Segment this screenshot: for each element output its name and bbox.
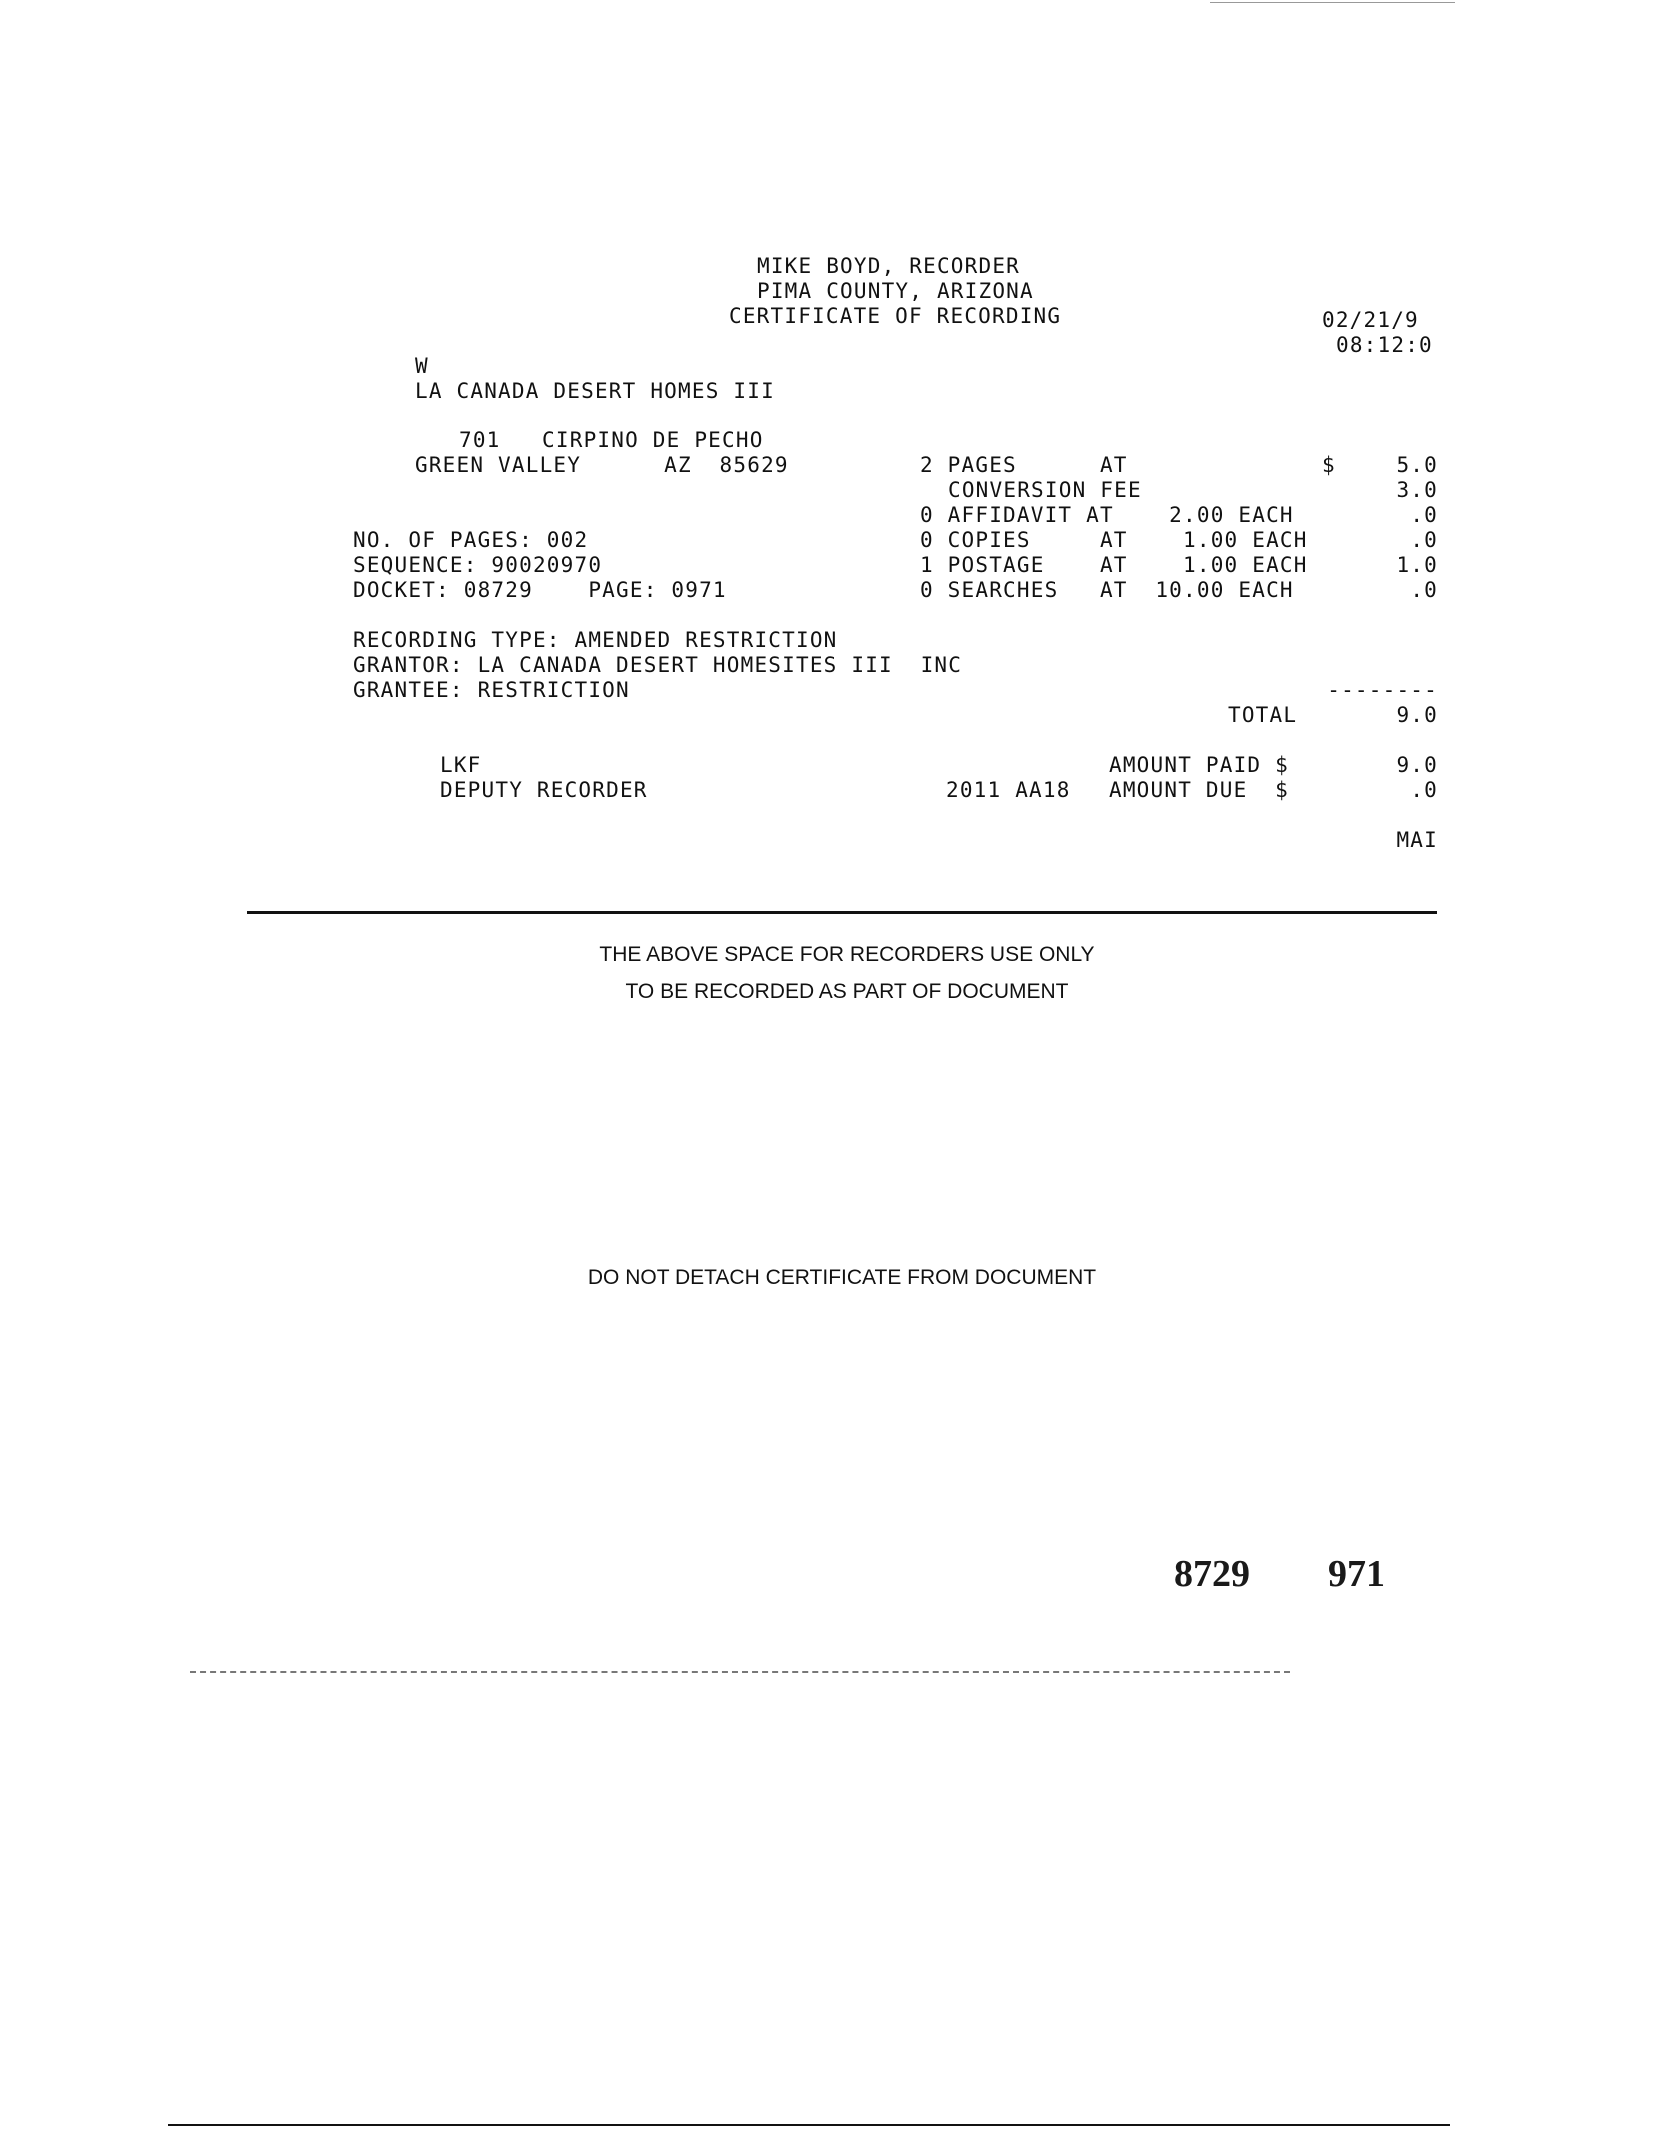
total-amount: 9.0 — [1396, 703, 1438, 727]
page-top-mark — [1210, 2, 1455, 3]
scan-artifact-line — [190, 1671, 1290, 1673]
addressee-city: GREEN VALLEY AZ 85629 — [415, 453, 789, 477]
sequence-number: SEQUENCE: 90020970 — [353, 553, 603, 577]
grantor: GRANTOR: LA CANADA DESERT HOMESITES III INC — [353, 653, 963, 677]
record-as-part-notice: TO BE RECORDED AS PART OF DOCUMENT — [625, 980, 1069, 1003]
total-label: TOTAL — [1228, 703, 1298, 727]
amount-paid-label: AMOUNT PAID $ — [1109, 753, 1289, 777]
recording-date: 02/21/9 — [1322, 308, 1419, 332]
fee-affidavit-amount: .0 — [1410, 503, 1438, 527]
total-rule: -------- — [1327, 678, 1438, 702]
fee-pages-label: 2 PAGES AT — [920, 453, 1128, 477]
amount-due: .0 — [1410, 778, 1438, 802]
grantee: GRANTEE: RESTRICTION — [353, 678, 630, 702]
fee-copies-amount: .0 — [1410, 528, 1438, 552]
num-pages: NO. OF PAGES: 002 — [353, 528, 589, 552]
fee-postage-label: 1 POSTAGE AT 1.00 EACH — [920, 553, 1308, 577]
deputy-title: DEPUTY RECORDER — [440, 778, 648, 802]
docket-page: DOCKET: 08729 PAGE: 0971 — [353, 578, 727, 602]
fee-affidavit-label: 0 AFFIDAVIT AT 2.00 EACH — [920, 503, 1294, 527]
certificate-title: CERTIFICATE OF RECORDING — [729, 304, 1062, 328]
amount-paid: 9.0 — [1396, 753, 1438, 777]
fee-pages-amount: 5.0 — [1396, 453, 1438, 477]
do-not-detach-notice: DO NOT DETACH CERTIFICATE FROM DOCUMENT — [587, 1266, 1097, 1289]
addressee-street: 701 CIRPINO DE PECHO — [459, 428, 764, 452]
deputy-initials: LKF — [440, 753, 482, 777]
page-bottom-rule — [168, 2124, 1450, 2126]
recorder-name: MIKE BOYD, RECORDER — [757, 254, 1021, 278]
fee-conversion-amount: 3.0 — [1396, 478, 1438, 502]
fee-postage-amount: 1.0 — [1396, 553, 1438, 577]
stamp-docket: 8729 — [1174, 1553, 1250, 1595]
fee-currency: $ — [1322, 453, 1336, 477]
amount-due-label: AMOUNT DUE $ — [1109, 778, 1289, 802]
fee-conversion-label: CONVERSION FEE — [948, 478, 1142, 502]
batch-code: 2011 AA18 — [946, 778, 1071, 802]
stamp-page: 971 — [1328, 1553, 1385, 1595]
payment-method: MAI — [1396, 828, 1438, 852]
fee-searches-label: 0 SEARCHES AT 10.00 EACH — [920, 578, 1294, 602]
addressee-mark: W — [415, 354, 429, 378]
recording-type: RECORDING TYPE: AMENDED RESTRICTION — [353, 628, 838, 652]
county-name: PIMA COUNTY, ARIZONA — [757, 279, 1034, 303]
fee-copies-label: 0 COPIES AT 1.00 EACH — [920, 528, 1308, 552]
recorder-area-divider — [247, 911, 1437, 914]
fee-searches-amount: .0 — [1410, 578, 1438, 602]
recorders-use-notice: THE ABOVE SPACE FOR RECORDERS USE ONLY — [599, 943, 1095, 966]
recording-time: 08:12:0 — [1336, 333, 1433, 357]
addressee-name: LA CANADA DESERT HOMES III — [415, 379, 775, 403]
